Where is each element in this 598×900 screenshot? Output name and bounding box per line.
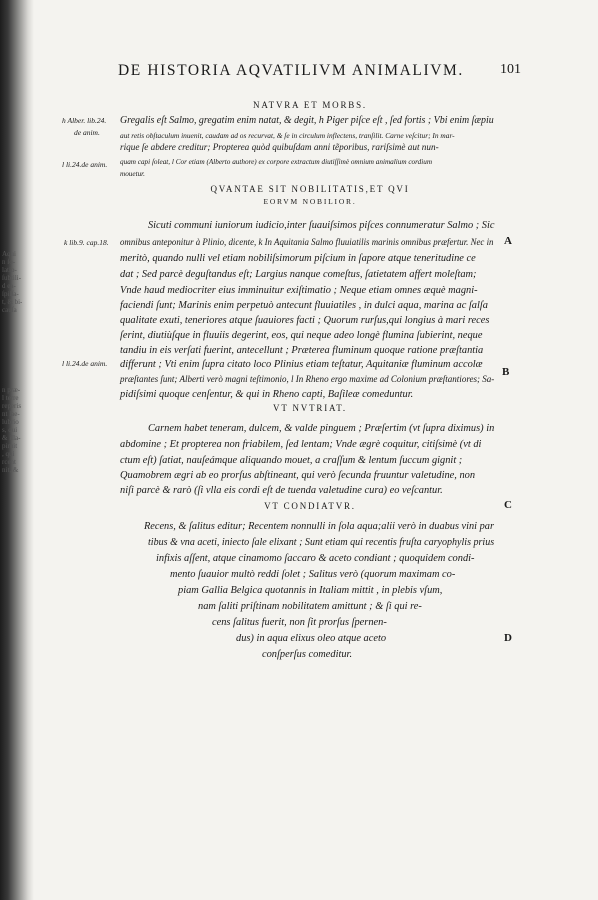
text-line: præſtantes ſunt; Alberti verò magni teſtimonio, l In Rheno ergo maxime ad Colonium præſtantiores; Sa- bbox=[120, 374, 495, 384]
text-line: mouetur. bbox=[120, 170, 145, 178]
text-line: infixis aſſent, atque cinamomo ſaccaro & aceto condiant ; quoquidem condi- bbox=[156, 553, 475, 564]
margin-note: l li.24.de anim. bbox=[62, 359, 108, 368]
text-line: rique ſe abdere creditur; Propterea quòd quibuſdam anni tẽporibus, rariſsimè aut nun- bbox=[120, 142, 439, 152]
text-line: cens ſalitus fuerit, non ſit prorſus ſpernen- bbox=[212, 617, 387, 628]
section-letter-d: D bbox=[504, 632, 512, 644]
text-line: dat ; Sed parcè deguſtandus eſt; Largius nanque comeſtus, ſatietatem affert moleſtam; bbox=[120, 269, 477, 280]
text-line: ctum eſt) ſatiat, nauſeámque aliquando mouet, a craſſum & lentum ſuccum gignit ; bbox=[120, 455, 463, 466]
section-heading-nobilitas: QVANTAE SIT NOBILITATIS,ET QVI bbox=[210, 184, 410, 194]
text-line: mento ſuauior multò reddi ſolet ; Salitus verò (quorum maximam co- bbox=[170, 569, 456, 580]
text-line: aut retis obſtaculum inuenit, caudam ad os recurvat, & ſe in circulum inflectens, tranſilit. Carne veſcitur; In mar- bbox=[120, 131, 455, 140]
text-line: faciendi ſunt; Marinis enim perpetuò antecunt fluuiatiles , in dulci aqua, marina ac ſalſa bbox=[120, 300, 488, 311]
text-line: Vnde haud mediocriter eius imminuitur exiſtimatio ; Neque etiam omnes æquè magni- bbox=[120, 285, 478, 296]
text-line: conſperſus comeditur. bbox=[262, 649, 353, 660]
margin-note: h Alber. lib.24. bbox=[62, 116, 107, 125]
text-line: Sicuti communi iuniorum iudicio,inter ſuauiſsimos piſces connumeratur Salmo ; Sic bbox=[148, 220, 495, 231]
section-letter-c: C bbox=[504, 499, 512, 511]
text-line: pidiſsimi quoque cenſentur, & qui in Rheno capti, Baſileæ comeduntur. bbox=[120, 389, 414, 400]
section-heading-condiatur: VT CONDIATVR. bbox=[264, 501, 356, 511]
text-line: ſerint, diutiùſque in fluuiis degerint, eos, qui neque adeo longè flumina ſubierint, neque bbox=[120, 330, 483, 341]
facing-page-bleed-text: Aqui n ſo- latio- ſubtili- d ea- ſpiſſa- t, & bi- cauſa n præ- l terre reperis nt lae- lubrio s, qui & illa- piruit , qui rcent nit, & bbox=[2, 250, 22, 474]
text-line: qualitate exuti, teneriores atque ſuauiores facti ; Quorum rurſus,qui longius à mari reces bbox=[120, 315, 490, 326]
section-letter-b: B bbox=[502, 366, 510, 378]
text-line: Recens, & ſalitus editur; Recentem nonnulli in ſola aqua;alii verò in duabus vini par bbox=[144, 521, 494, 532]
margin-note: l li.24.de anim. bbox=[62, 160, 108, 169]
text-line: meritò, quando nulli vel etiam nobiliſsimorum piſcium in ſapore atque teneritudine ce bbox=[120, 253, 476, 264]
text-line: tandiu in eis verſati fuerint, antecellunt ; Præterea fluminum quoque ratione præſtantia bbox=[120, 345, 484, 356]
page-title: DE HISTORIA AQVATILIVM ANIMALIVM. bbox=[118, 62, 464, 79]
text-line: differunt ; Vti enim ſupra citato loco Plinius etiam teſtatur, Aquitaniæ fluminum accolæ bbox=[120, 359, 483, 370]
text-line: dus) in aqua elixus oleo atque aceto bbox=[236, 633, 387, 644]
text-line: omnibus anteponitur à Plinio, dicente, k In Aquitania Salmo fluuiatilis marinis omnibus præfertur. Nec in bbox=[120, 237, 494, 248]
text-line: tibus & vna aceti, iniecto ſale elixant ; Sunt etiam qui recentis fruſta caryophylis prius bbox=[148, 537, 495, 548]
section-subheading-nobilitas: EORVM NOBILIOR. bbox=[263, 197, 357, 206]
text-line: niſi parcè & rarò (ſi vlla eis cordi eſt de tuenda valetudine cura) eo veſcantur. bbox=[120, 485, 443, 496]
text-line: Quamobrem ægri ab eo prorſus abſtineant, qui verò ſecunda fruuntur valetudine, non bbox=[120, 470, 476, 481]
section-heading-natura: NATVRA ET MORBS. bbox=[253, 100, 367, 110]
text-line: quam capi ſoleat, l Cor etiam (Alberto authore) ex corpore extractum diutiſſimè omnium animalium cordium bbox=[120, 158, 433, 166]
section-heading-nutriat: VT NVTRIAT. bbox=[273, 403, 347, 413]
text-line: piam Gallia Belgica quotannis in Italiam mittit , in plebis vſum, bbox=[178, 585, 443, 596]
margin-note: de anim. bbox=[74, 128, 100, 137]
text-line: Gregalis eſt Salmo, gregatim enim natat, & degit, h Piger piſce eſt , ſed fortis ; Vbi enim ſæpiu bbox=[120, 115, 494, 126]
text-line: abdomine ; Et propterea non friabilem, ſed lentam; Vnde ægrè coquitur, citiſsimè (vt di bbox=[120, 439, 482, 450]
page-number: 101 bbox=[500, 62, 521, 77]
margin-note: k lib.9. cap.18. bbox=[64, 238, 109, 247]
section-letter-a: A bbox=[504, 235, 512, 247]
text-line: Carnem habet teneram, dulcem, & valde pinguem ; Præſertim (vt ſupra diximus) in bbox=[148, 423, 495, 434]
text-line: nam ſaliti priſtinam nobilitatem amittunt ; & ſi qui re- bbox=[198, 601, 422, 612]
